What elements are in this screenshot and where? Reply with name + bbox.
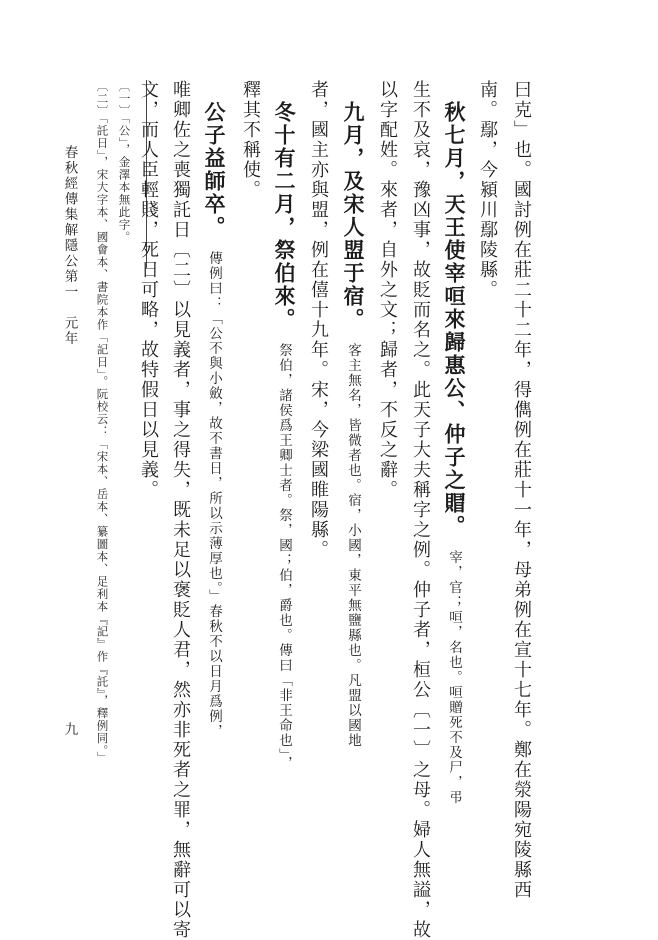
page-number: 九 [61, 722, 78, 738]
scripture-text: 公子益師卒。 [202, 101, 227, 239]
text-column: 曰克」也。國討例在莊二十二年，得儁例在莊十一年，母弟例在宣十七年。鄭在滎陽宛陵縣西 [511, 80, 532, 900]
text-column [204, 101, 225, 739]
text-column: 釋其不稱使。 [240, 80, 261, 200]
scripture-text: 冬十有二月，祭伯來。 [272, 101, 297, 331]
commentary-text: 宰，官；咺，名也。咺贈死不及尸，弔 [446, 550, 462, 805]
text-column: 唯卿佐之喪獨託日〔二〕以見義者，事之得失，既未足以褒貶人君，然亦非死者之罪，無辭可以寄 [170, 80, 191, 940]
scripture-text: 九月，及宋人盟于宿。 [341, 101, 366, 331]
footnote-2: 〔二〕「託日」，宋大字本、國會本、書院本作「記日」。阮校云：「宋本、岳本、纂圖本、足利本『記』作『託』，釋例同。」 [95, 80, 110, 764]
text-column: 生不及哀，豫凶事，故貶而名之。此天子大夫稱字之例。仲子者，桓公〔一〕之母。婦人無謚，故 [410, 80, 431, 940]
text-column: 南。鄢，今潁川鄢陵縣。 [477, 80, 498, 300]
commentary-text: 傳例曰：「公不與小斂，故不書日，所以示薄厚也。」春秋不以日月爲例， [206, 251, 222, 740]
commentary-text: 祭伯，諸侯爲王卿士者。祭，國；伯，爵也。傳曰「非王命也」， [276, 343, 292, 772]
running-head: 春秋經傳集解隱公第一 元年 [61, 145, 78, 347]
commentary-text: 客主無名，皆微者也。宿，小國，東平無鹽縣也。凡盟以國地 [345, 343, 361, 748]
scripture-text: 秋七月，天王使宰咺來歸惠公、仲子之賵。 [442, 101, 467, 538]
text-column [274, 101, 295, 771]
text-column: 者，國主亦與盟，例在僖十九年。宋，今梁國睢陽縣。 [308, 80, 329, 560]
text-column: 以字配姓。來者，自外之文；歸者，不反之辭。 [377, 80, 398, 500]
text-column [444, 101, 465, 805]
text-column: 文，而人臣輕賤，死日可略，故特假日以見義。 [138, 80, 159, 500]
text-column [343, 101, 364, 748]
footnote-1: 〔一〕「公」，金澤本無此字。 [117, 80, 132, 244]
